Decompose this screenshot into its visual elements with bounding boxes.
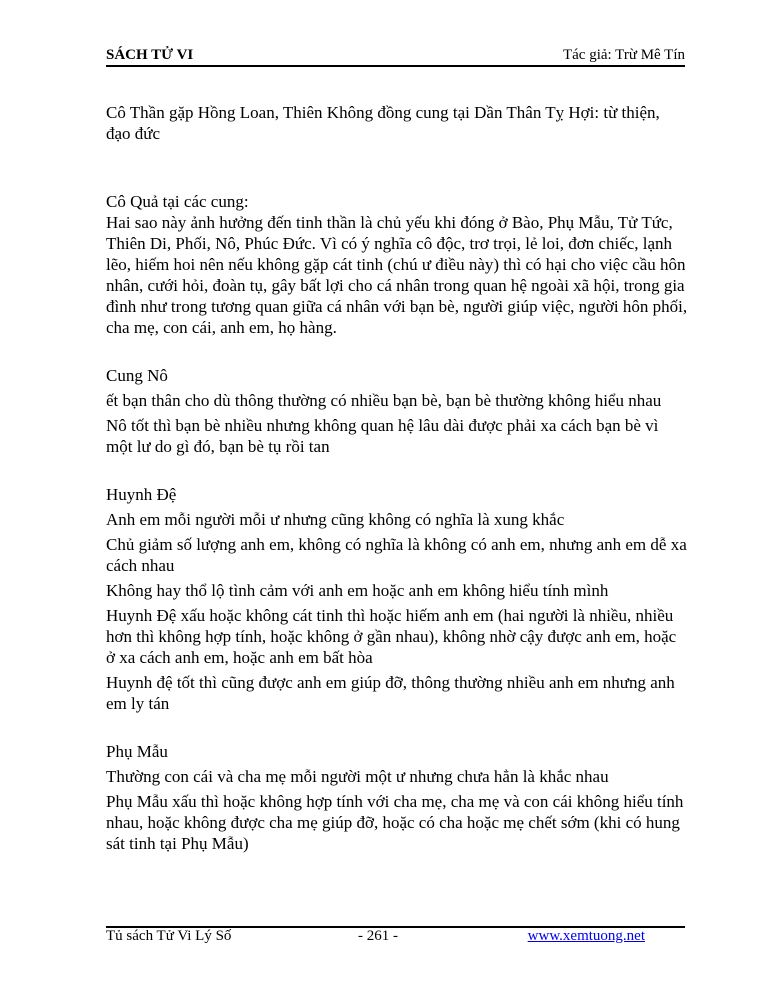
huynhde-line: Anh em mỗi người mỗi ư nhưng cũng không có nghĩa là xung khắc	[106, 510, 565, 529]
cungno-line: Nô tốt thì bạn bè nhiều nhưng không quan hệ lâu dài được phải xa cách bạn bè vì một lư do gì đó, bạn bè tụ rồi tan	[106, 416, 659, 456]
huynhde-heading: Huynh Đệ	[106, 485, 177, 504]
book-title: SÁCH TỬ VI	[106, 47, 194, 63]
cungno-heading: Cung Nô	[106, 366, 168, 385]
huynhde-line: Huynh đệ tốt thì cũng được anh em giúp đỡ, thông thường nhiều anh em nhưng anh em ly tán	[106, 673, 675, 713]
huynhde-line: Không hay thổ lộ tình cảm với anh em hoặc anh em không hiểu tính mình	[106, 581, 609, 600]
phumau-heading: Phụ Mẫu	[106, 742, 168, 761]
footer-series: Tủ sách Tử Vi Lý Số	[106, 928, 232, 944]
huynhde-line: Huynh Đệ xấu hoặc không cát tinh thì hoặc hiếm anh em (hai người là nhiều, nhiều hơn thì không hợp tính, hoặc không ở gần nhau), không nhờ cậy được anh em, hoặc ở xa cách anh em, hoặc anh em bất hòa	[106, 606, 677, 667]
page-number: - 261 -	[358, 928, 398, 944]
huynhde-line: Chủ giảm số lượng anh em, không có nghĩa là không có anh em, nhưng anh em dễ xa cách nhau	[106, 535, 687, 575]
author: Tác giả: Trừ Mê Tín	[562, 47, 685, 63]
header-rule	[106, 65, 685, 67]
phumau-line: Phụ Mẫu xấu thì hoặc không hợp tính với cha mẹ, cha mẹ và con cái không hiểu tính nhau, hoặc không được cha mẹ giúp đỡ, hoặc có cha hoặc mẹ chết sớm (khi có hung sát tinh tại Phụ Mẫu)	[106, 792, 684, 853]
phumau-line: Thường con cái và cha mẹ mỗi người một ư nhưng chưa hẳn là khắc nhau	[106, 767, 609, 786]
page-footer	[106, 928, 685, 946]
coqua-heading: Cô Quả tại các cung:	[106, 192, 249, 211]
page-content	[106, 102, 688, 854]
cungno-line: ết bạn thân cho dù thông thường có nhiều bạn bè, bạn bè thường không hiểu nhau	[106, 391, 662, 410]
page-header	[106, 47, 685, 65]
intro-paragraph: Cô Thần gặp Hồng Loan, Thiên Không đồng cung tại Dần Thân Tỵ Hợi: từ thiện, đạo đức	[106, 103, 660, 143]
website-link[interactable]: www.xemtuong.net	[527, 928, 645, 944]
coqua-body: Hai sao này ảnh hưởng đến tinh thần là chủ yếu khi đóng ở Bào, Phụ Mẫu, Tử Tức, Thiên Di, Phối, Nô, Phúc Đức. Vì có ý nghĩa cô độc, trơ trọi, lẻ loi, đơn chiếc, lạnh lẽo, hiếm hoi nên nếu không gặp cát tinh (chú ư điều này) thì có hại cho việc cầu hôn nhân, cưới hỏi, đoàn tụ, gây bất lợi cho cá nhân trong quan hệ ngoài xã hội, trong gia đình như trong tương quan giữa cá nhân với bạn bè, người giúp việc, người hôn phối, cha mẹ, con cái, anh em, họ hàng.	[106, 213, 688, 337]
